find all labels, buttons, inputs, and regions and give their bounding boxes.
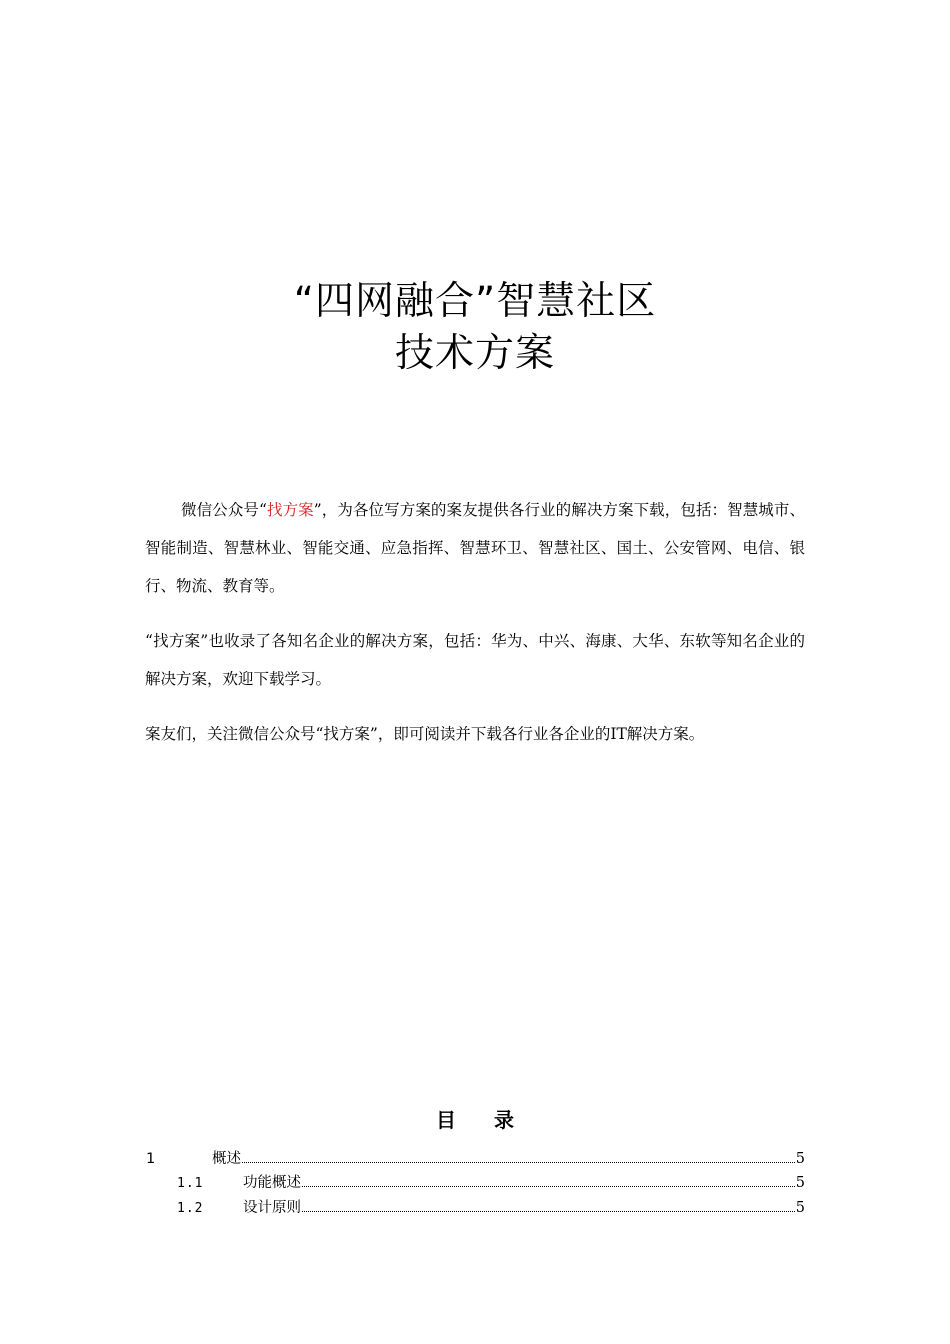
document-title-line-2: 技术方案 [394,331,555,376]
intro-paragraph-1-rest: ”，为各位写方案的案友提供各行业的解决方案下载，包括：智慧城市、智能制造、智慧林业、智能交通、应急指挥、智慧环卫、智慧社区、国土、公安管网、电信、银行、物流、教育等。 [145,501,805,595]
toc-heading: 目录 [436,1108,552,1132]
toc-entry[interactable] [145,1148,805,1170]
toc-leader-dots [302,1185,795,1187]
toc-entry-number: 1.1 [177,1176,204,1191]
toc-entry-page: 5 [795,1200,805,1216]
toc-entry-label: 概述 [212,1151,241,1167]
toc-entry-page: 5 [795,1151,805,1167]
toc-entry-number: 1.2 [177,1201,204,1216]
intro-paragraph-1-start: 微信公众号“ [181,501,267,519]
intro-paragraph-2: “找方案”也收录了各知名企业的解决方案，包括：华为、中兴、海康、大华、东软等知名企业的解决方案，欢迎下载学习。 [145,632,805,688]
toc-entry-label: 设计原则 [243,1200,301,1216]
toc-entry-page: 5 [795,1175,805,1191]
toc-entry[interactable] [145,1197,805,1219]
document-title-line-1: “四网融合”智慧社区 [293,279,657,324]
intro-paragraph-1 [145,491,805,605]
toc-entry-label: 功能概述 [243,1175,301,1191]
intro-paragraph-3: 案友们，关注微信公众号“找方案”，即可阅读并下载各行业各企业的IT解决方案。 [145,725,705,743]
toc-entry-number: 1 [146,1151,156,1167]
toc-leader-dots [302,1210,795,1212]
toc-leader-dots [242,1161,795,1163]
highlight-keyword: 找方案 [266,501,314,519]
toc-entry[interactable] [145,1172,805,1194]
